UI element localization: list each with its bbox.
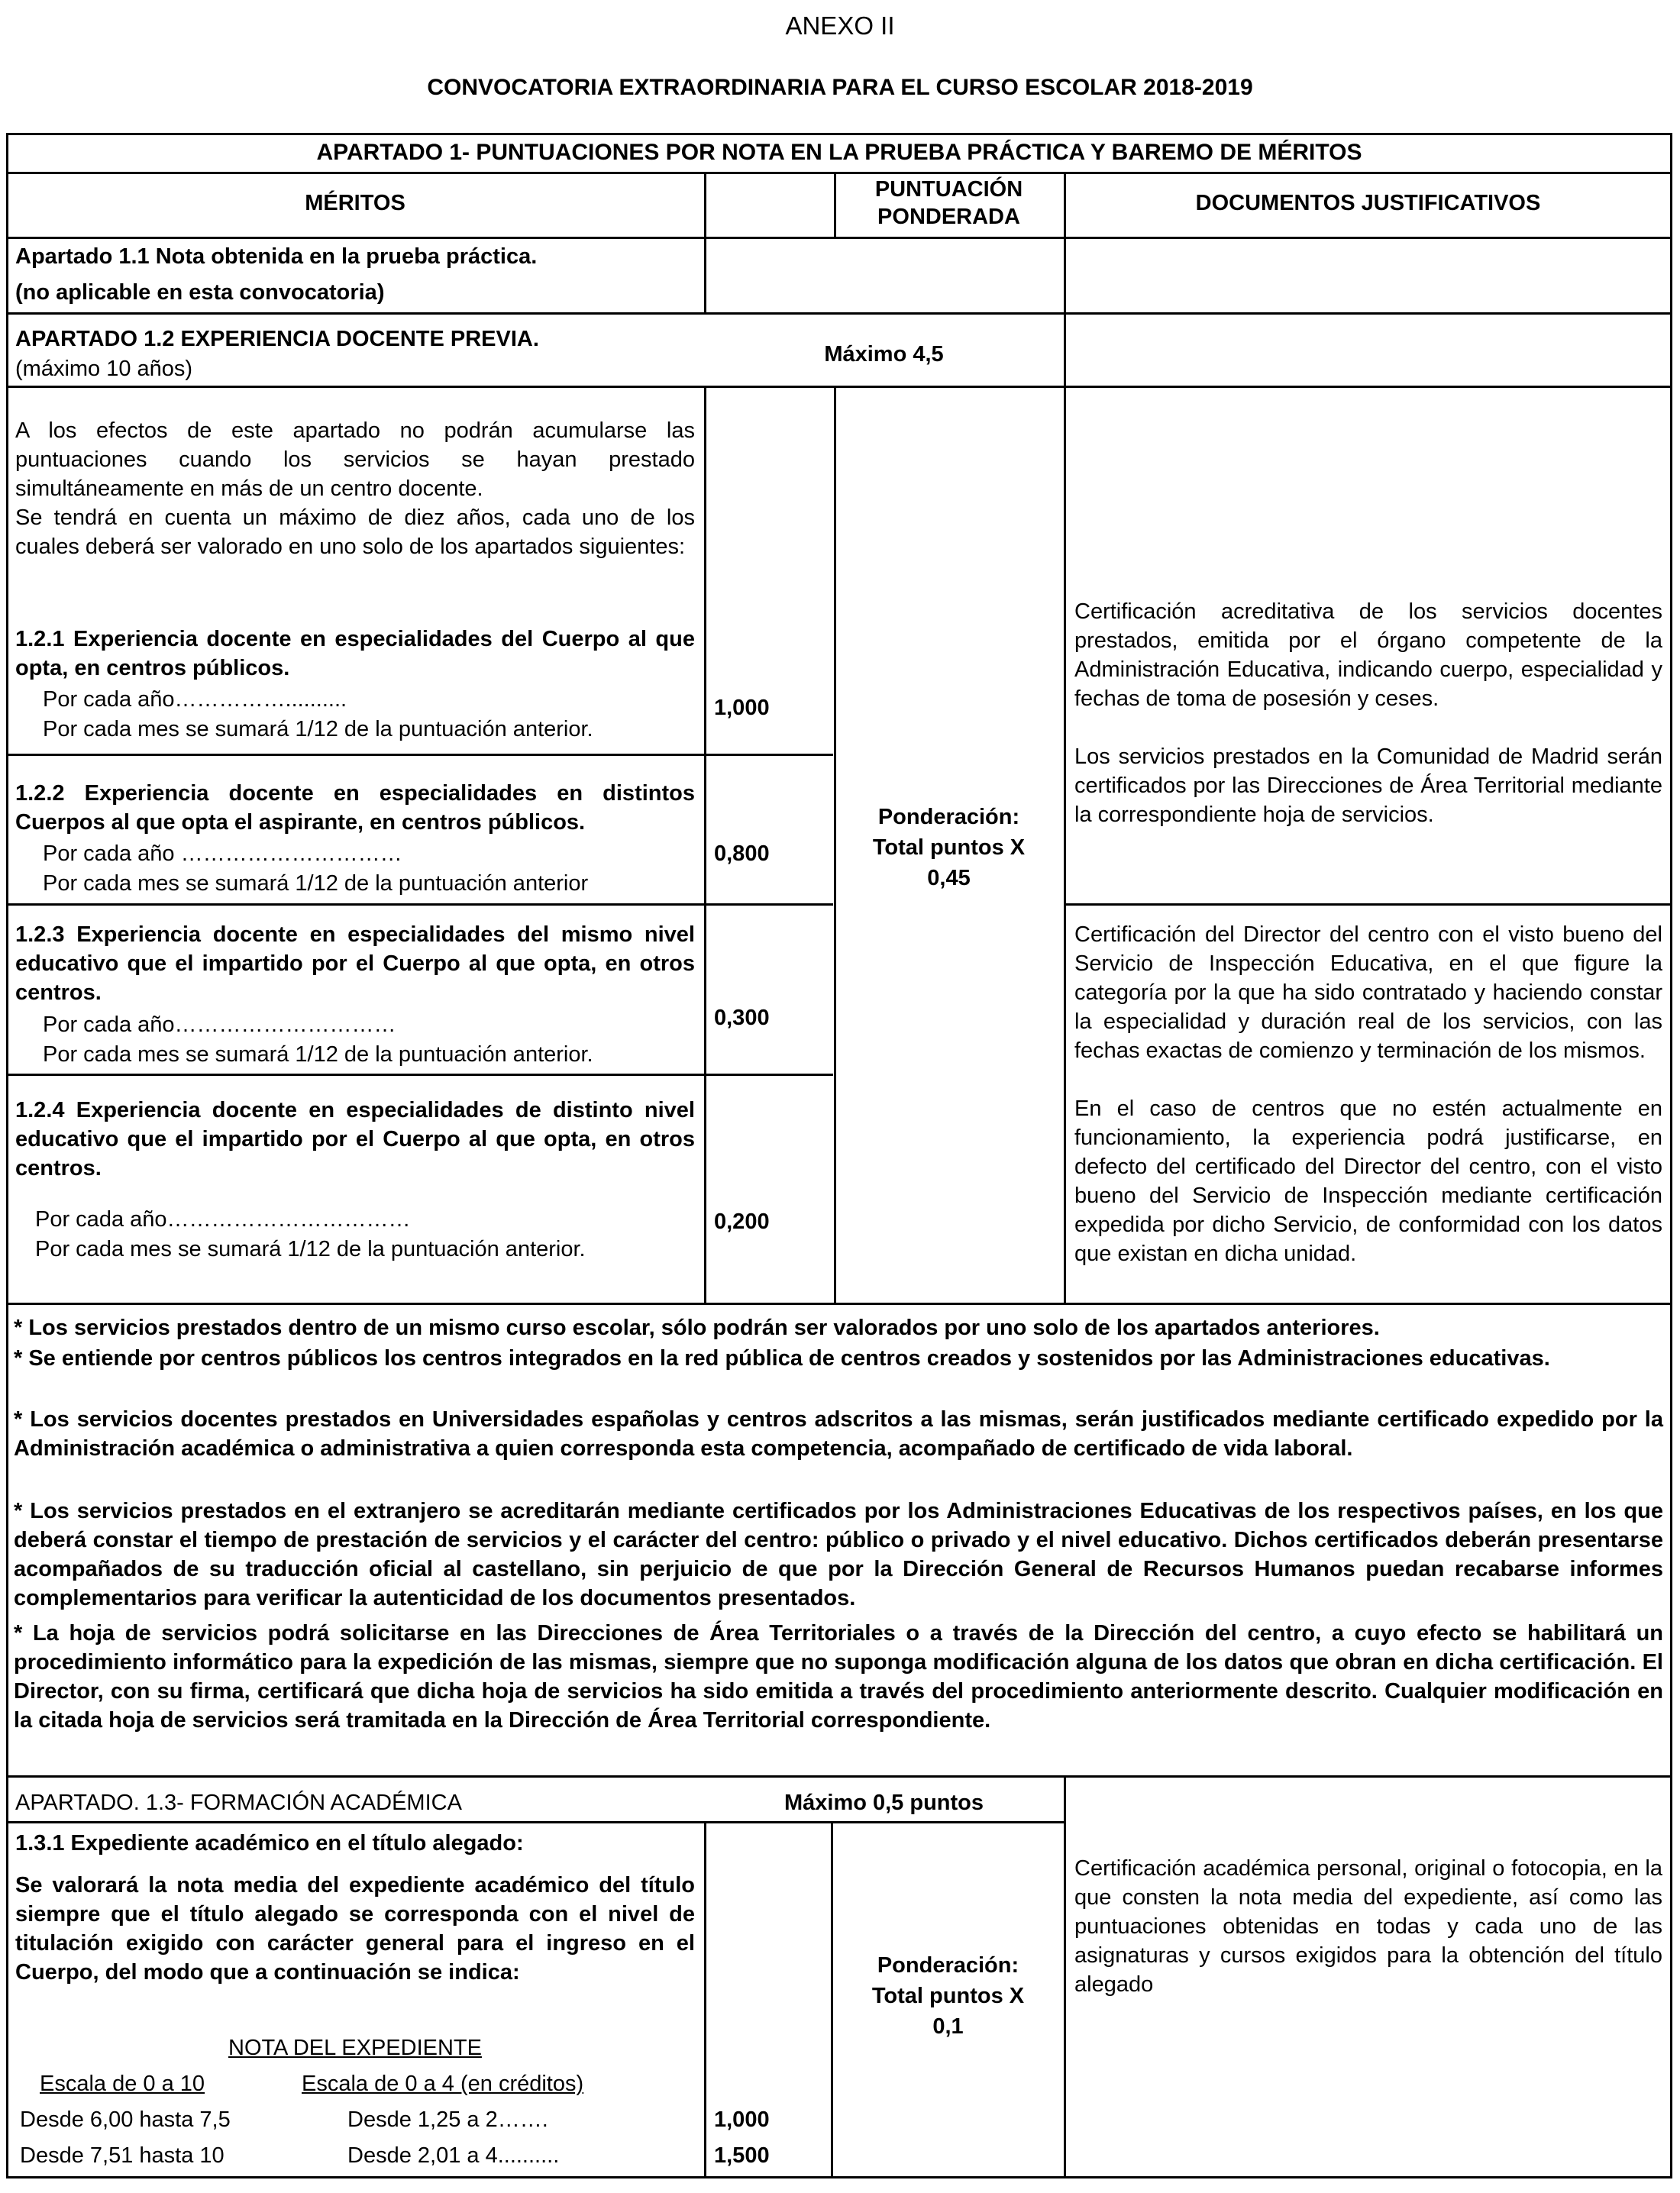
scale-0-10-header: Escala de 0 a 10 bbox=[40, 2072, 205, 2096]
s121-title: 1.2.1 Experiencia docente en especialidades del Cuerpo al que opta, en centros públicos. bbox=[15, 627, 695, 680]
col-documentos-header: DOCUMENTOS JUSTIFICATIVOS bbox=[1195, 191, 1541, 215]
s124-per-month: Por cada mes se sumará 1/12 de la puntuación anterior. bbox=[35, 1237, 586, 1261]
s122-per-month: Por cada mes se sumará 1/12 de la puntuación anterior bbox=[43, 871, 589, 896]
s11-note: (no aplicable en esta convocatoria) bbox=[15, 280, 385, 305]
col-meritos-header: MÉRITOS bbox=[305, 191, 405, 215]
s12-subtitle: (máximo 10 años) bbox=[15, 357, 193, 381]
s13-title: APARTADO. 1.3- FORMACIÓN ACADÉMICA bbox=[15, 1791, 462, 1815]
s124-per-year: Por cada año…………………………… bbox=[35, 1207, 411, 1232]
note-abroad: * Los servicios prestados en el extranjero se acreditarán mediante certificados por los Administraciones Educativas de los respectivos países, en los que deberá constar el tiempo de prestación de servicios y el carácter del centro: público o privado y el nivel educativo. Dichos certificados deberán presentarse acompañados de su traducción oficial al castellano, sin perjuicio de que por la Dirección General de Recursos Humanos puedan recabarse informes complementarios para verificar la autenticidad de los documentos presentados. bbox=[14, 1499, 1663, 1610]
s12-ponderacion-factor: 0,45 bbox=[927, 866, 971, 890]
col-puntuacion-header-1: PUNTUACIÓN bbox=[874, 177, 1023, 202]
s122-title: 1.2.2 Experiencia docente en especialidades en distintos Cuerpos al que opta el aspirante, en centros públicos. bbox=[15, 781, 695, 835]
note-universities: * Los servicios docentes prestados en Universidades españolas y centros adscritos a las mismas, serán justificados mediante certificado expedido por la Administración académica o administrativa a quien corresponda esta competencia, acompañado de certificado de vida laboral. bbox=[14, 1407, 1663, 1461]
note-service-sheet: * La hoja de servicios podrá solicitarse en las Direcciones de Área Territoriales o a través de la Dirección del centro, a cuyo efecto se habilitará un procedimiento informático para la expedición de las mismas, siempre que no suponga modificación alguna de los datos que obran en dicha certificación. El Director, con su firma, certificará que dicha hoja de servicios ha sido emitida a través del procedimiento anteriormente descrito. Cualquier modificación en la citada hoja de servicios será tramitada en la Dirección de Área Territorial correspondiente. bbox=[14, 1621, 1663, 1733]
s131-title: 1.3.1 Expediente académico en el título alegado: bbox=[15, 1831, 524, 1855]
note-same-year: * Los servicios prestados dentro de un mismo curso escolar, sólo podrán ser valorados por uno solo de los apartados anteriores. bbox=[14, 1316, 1380, 1340]
s12-ponderacion-label: Ponderación: bbox=[877, 805, 1020, 829]
s12-doc-madrid: Los servicios prestados en la Comunidad de Madrid serán certificados por las Direcciones de Área Territorial mediante la correspondiente hoja de servicios. bbox=[1074, 744, 1662, 827]
s123-per-year: Por cada año………………………… bbox=[43, 1013, 396, 1037]
s122-score: 0,800 bbox=[714, 841, 770, 866]
s13-ponderacion-label: Ponderación: bbox=[877, 1953, 1019, 1978]
s12-title: APARTADO 1.2 EXPERIENCIA DOCENTE PREVIA. bbox=[15, 327, 539, 351]
grade-row-1-scale-10: Desde 6,00 hasta 7,5 bbox=[20, 2107, 231, 2132]
note-public-centres: * Se entiende por centros públicos los centros integrados en la red pública de centros creados y sostenidos por las Administraciones educativas. bbox=[14, 1346, 1550, 1371]
grade-row-2-scale-10: Desde 7,51 hasta 10 bbox=[20, 2143, 225, 2168]
s123-per-month: Por cada mes se sumará 1/12 de la puntuación anterior. bbox=[43, 1042, 593, 1067]
s12-intro-1: A los efectos de este apartado no podrán acumularse las puntuaciones cuando los servicios se hayan prestado simultáneamente en más de un centro docente. bbox=[15, 418, 695, 501]
s122-per-year: Por cada año ………………………… bbox=[43, 841, 402, 866]
s13-documentation: Certificación académica personal, original o fotocopia, en la que consten la nota media del expediente, así como las puntuaciones obtenidas en todas y cada uno de las asignaturas y cursos exigidos para la obtención del título alegado bbox=[1074, 1856, 1662, 1997]
s131-description: Se valorará la nota media del expediente académico del título siempre que el título alegado se corresponda con el nivel de titulación exigido con carácter general para el ingreso en el Cuerpo, del modo que a continuación se indica: bbox=[15, 1873, 695, 1985]
s121-per-month: Por cada mes se sumará 1/12 de la puntuación anterior. bbox=[43, 717, 593, 741]
s12-doc-public: Certificación acreditativa de los servicios docentes prestados, emitida por el órgano competente de la Administración Educativa, indicando cuerpo, especialidad y fechas de toma de posesión y ceses. bbox=[1074, 599, 1662, 711]
s12-ponderacion-formula: Total puntos X bbox=[872, 835, 1026, 860]
s123-score: 0,300 bbox=[714, 1006, 770, 1030]
s12-max: Máximo 4,5 bbox=[824, 342, 944, 367]
s121-per-year: Por cada año…………….......... bbox=[43, 687, 347, 712]
s123-title: 1.2.3 Experiencia docente en especialidades del mismo nivel educativo que el impartido por el Cuerpo al que opta, en otros centros. bbox=[15, 922, 695, 1005]
col-puntuacion-header-2: PONDERADA bbox=[877, 205, 1020, 229]
grade-row-1-score: 1,000 bbox=[714, 2107, 770, 2132]
convocatoria-title: CONVOCATORIA EXTRAORDINARIA PARA EL CURSO ESCOLAR 2018-2019 bbox=[427, 75, 1253, 100]
scale-0-4-header: Escala de 0 a 4 (en créditos) bbox=[302, 2072, 584, 2096]
annex-title: ANEXO II bbox=[785, 11, 895, 40]
s13-ponderacion-formula: Total puntos X bbox=[871, 1984, 1025, 2008]
s12-doc-closed-centres: En el caso de centros que no estén actualmente en funcionamiento, la experiencia podrá justificarse, en defecto del certificado del Director del centro, con el visto bueno del Servicio de Inspección mediante certificación expedida por dicho Servicio, de conformidad con los datos que existan en dicha unidad. bbox=[1074, 1096, 1662, 1266]
s13-max: Máximo 0,5 puntos bbox=[783, 1791, 984, 1815]
s11-title: Apartado 1.1 Nota obtenida en la prueba práctica. bbox=[15, 244, 538, 269]
grade-row-2-scale-4: Desde 2,01 a 4.......... bbox=[347, 2143, 560, 2168]
table-title: APARTADO 1- PUNTUACIONES POR NOTA EN LA PRUEBA PRÁCTICA Y BAREMO DE MÉRITOS bbox=[316, 140, 1362, 165]
s124-score: 0,200 bbox=[714, 1210, 770, 1234]
grade-row-2-score: 1,500 bbox=[714, 2143, 770, 2168]
s13-ponderacion-factor: 0,1 bbox=[932, 2014, 964, 2039]
s124-title: 1.2.4 Experiencia docente en especialidades de distinto nivel educativo que el impartido por el Cuerpo al que opta, en otros centros. bbox=[15, 1098, 695, 1180]
s121-score: 1,000 bbox=[714, 696, 770, 720]
s12-intro-2: Se tendrá en cuenta un máximo de diez años, cada uno de los cuales deberá ser valorado en uno solo de los apartados siguientes: bbox=[15, 505, 695, 559]
s12-doc-other: Certificación del Director del centro con el visto bueno del Servicio de Inspección Educativa, en el que figure la categoría por la que ha sido contratado y haciendo constar la especialidad y duración real de los servicios, con las fechas exactas de comienzo y terminación de los mismos. bbox=[1074, 922, 1662, 1063]
grade-row-1-scale-4: Desde 1,25 a 2……. bbox=[347, 2107, 548, 2132]
nota-expediente-header: NOTA DEL EXPEDIENTE bbox=[228, 2036, 482, 2060]
